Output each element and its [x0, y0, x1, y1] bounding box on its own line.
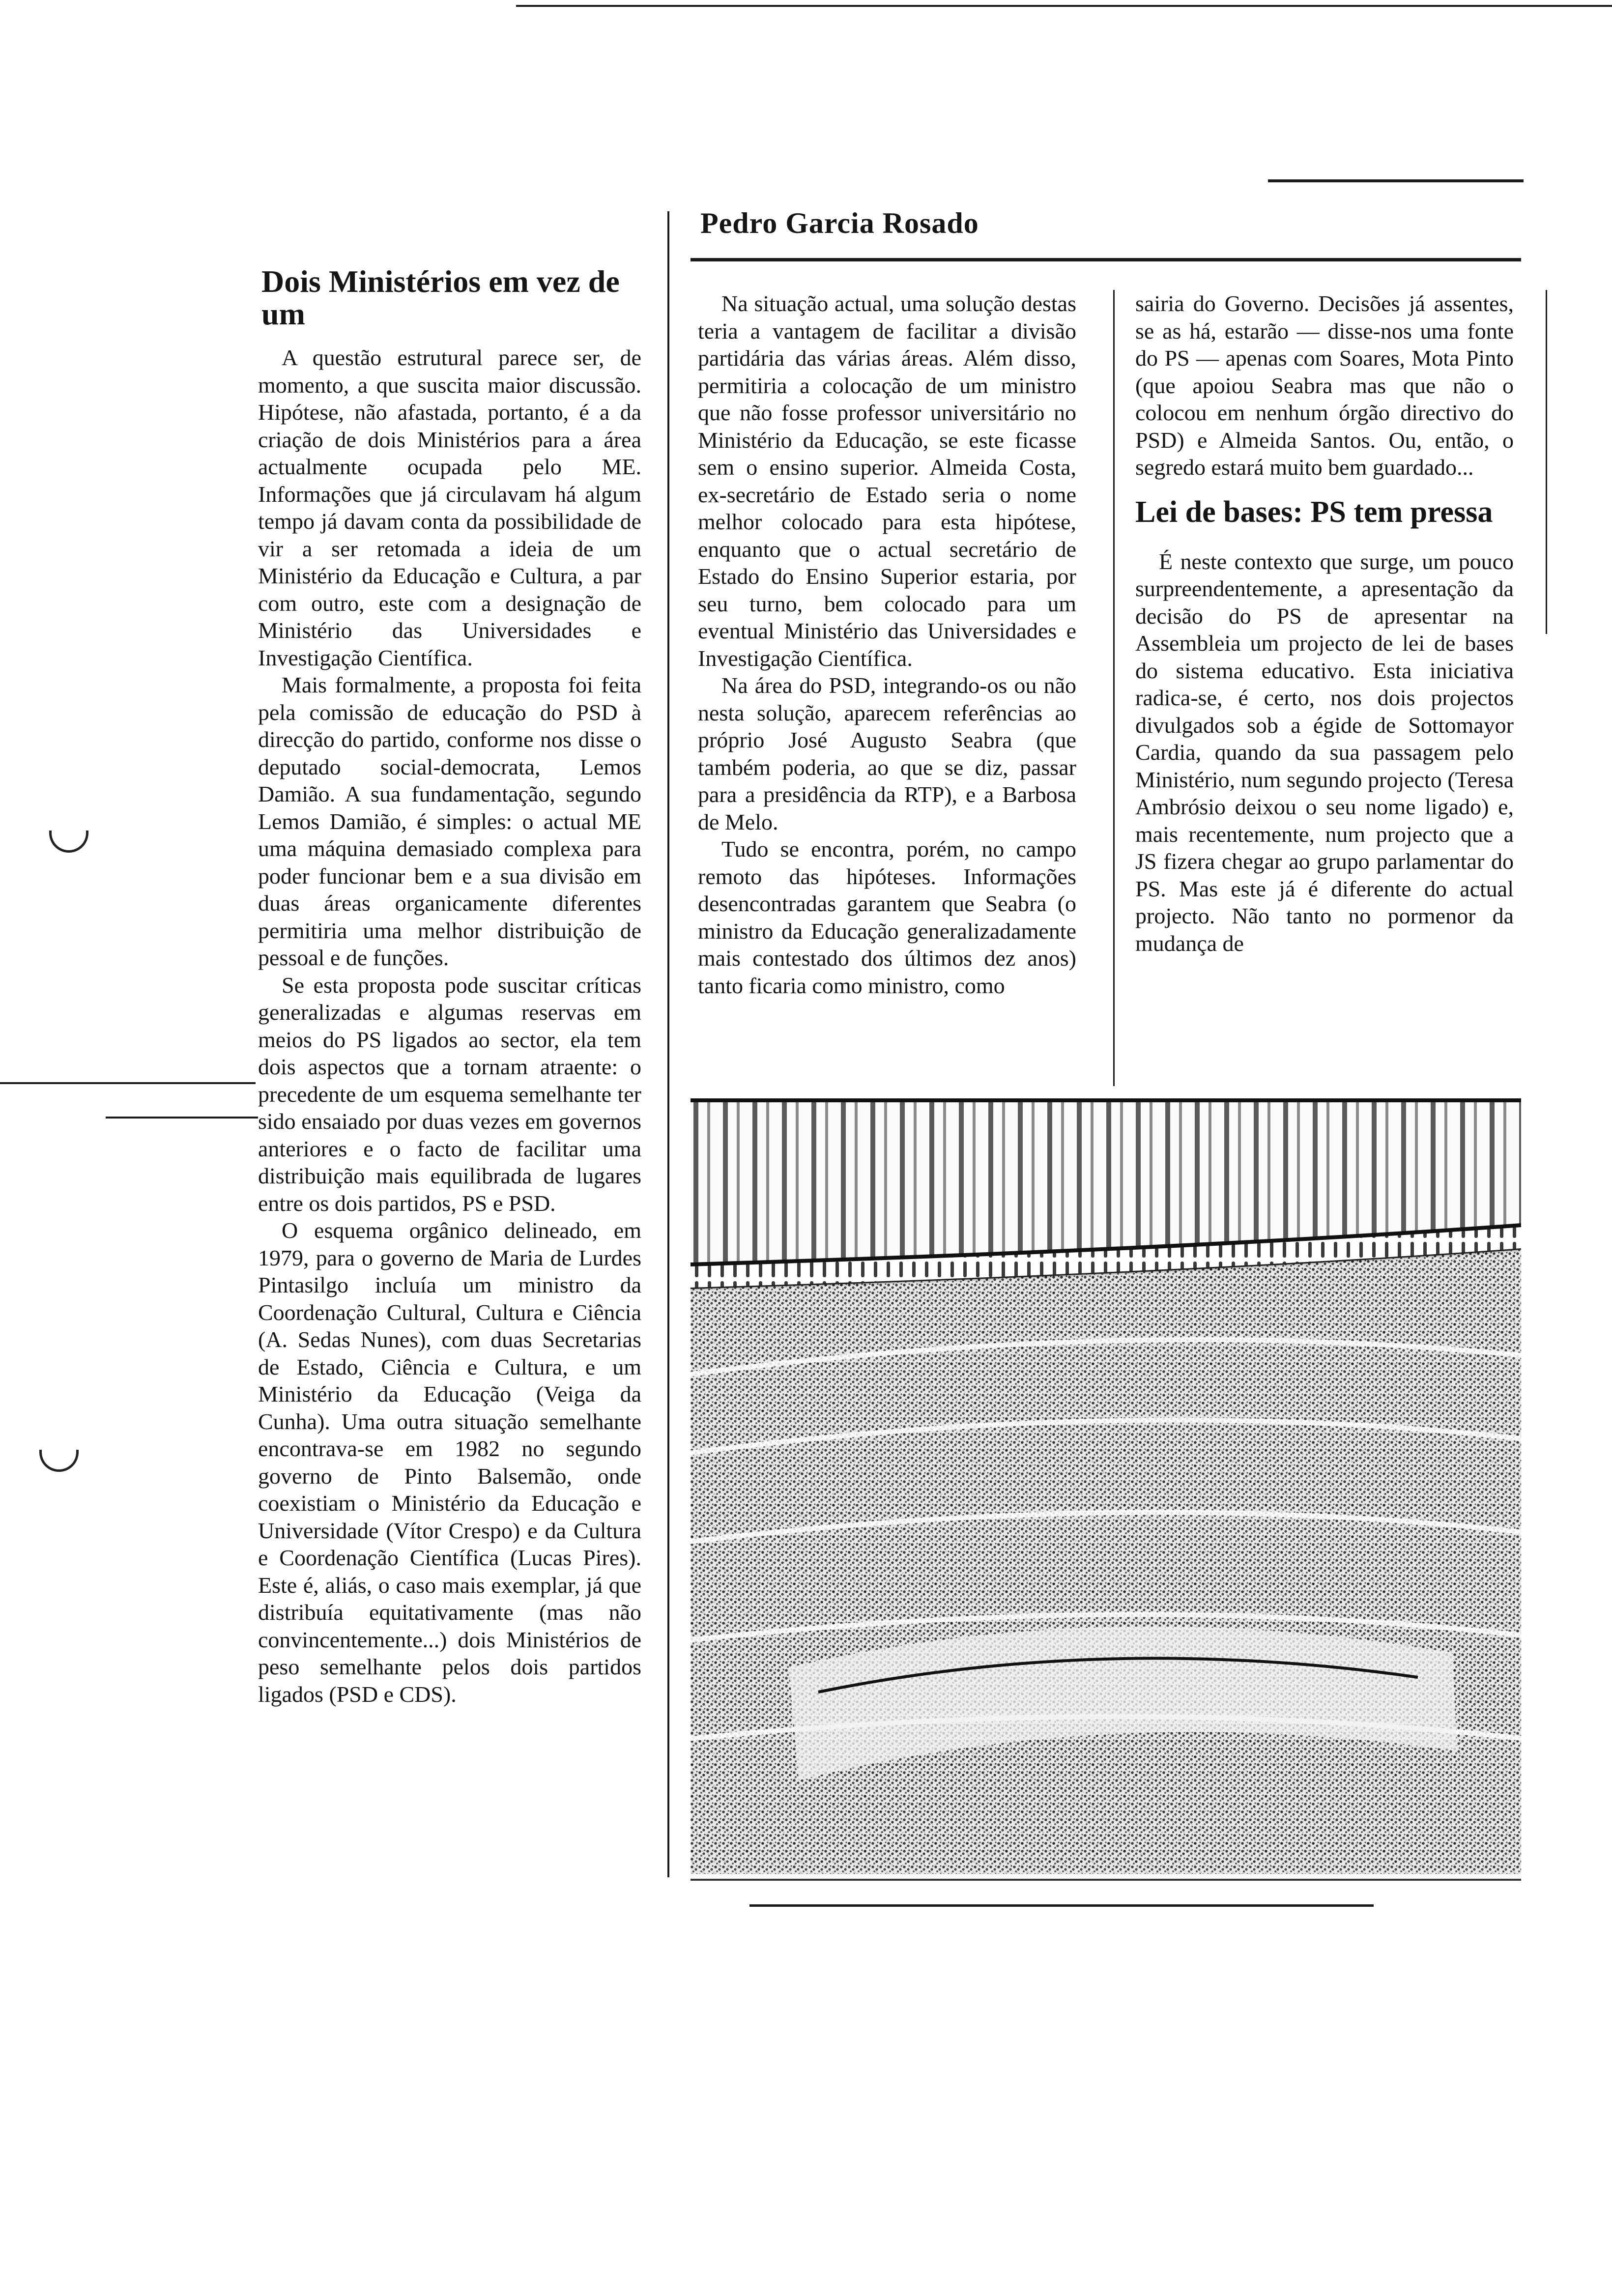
punch-hole-mark-1	[49, 831, 88, 853]
bottom-rule	[749, 1904, 1374, 1907]
paragraph: Tudo se encontra, porém, no campo remoto das hipóteses. Informações desencontradas garantem que Seabra (o ministro da Educação generalizadamente mais contestado dos últimos dez anos) tanto ficaria como ministro, como	[698, 836, 1076, 998]
headline-dois-ministerios: Dois Ministérios em vez de um	[261, 264, 620, 331]
margin-line-2	[106, 1117, 258, 1119]
article-column-2	[698, 290, 1076, 999]
article-column-1	[258, 344, 641, 1708]
headline-lei-de-bases: Lei de bases: PS tem pressa	[1135, 495, 1493, 529]
paragraph: O esquema orgânico delineado, em 1979, para o governo de Maria de Lurdes Pintasilgo incluía um ministro da Coordenação Cultural, Cultura e Ciência (A. Sedas Nunes), com duas Secretarias de Estado, Ciência e Cultura, e um Ministério da Educação (Veiga da Cunha). Uma outra situação semelhante encontrava-se em 1982 no segundo governo de Pinto Balsemão, onde coexistiam o Ministério da Educação e Universidade (Vítor Crespo) e da Cultura e Coordenação Científica (Lucas Pires). Este é, aliás, o caso mais exemplar, já que distribuía equitativamente (mas não convincentemente...) dois Ministérios de peso semelhante pelos dois partidos ligados (PSD e CDS).	[258, 1218, 641, 1707]
margin-line-1	[0, 1082, 256, 1084]
paragraph: Mais formalmente, a proposta foi feita pela comissão de educação do PSD à direcção do partido, conforme nos disse o deputado social-democrata, Lemos Damião. A sua fundamentação, segundo Lemos Damião, é simples: o actual ME uma máquina demasiado complexa para poder funcionar bem e a sua divisão em duas áreas organicamente diferentes permitiria uma melhor distribuição de pessoal e de funções.	[258, 672, 641, 970]
parliament-chamber-photo	[691, 1098, 1521, 1881]
top-border-rule	[516, 5, 1612, 7]
column-divider-left	[667, 211, 669, 1877]
paragraph: É neste contexto que surge, um pouco surpreendentemente, a apresentação da decisão do PS de apresentar na Assembleia um projecto de lei de bases do sistema educativo. Esta iniciativa radica-se, é certo, nos dois projectos divulgados sob a égide de Sottomayor Cardia, quando da sua passagem pelo Ministério, num segundo projecto (Teresa Ambrósio deixou o seu nome ligado) e, mais recentemente, num projecto que a JS fizera chegar ao grupo parlamentar do PS. Mas este já é diferente do actual projecto. Não tanto no pormenor da mudança de	[1135, 548, 1514, 956]
article-column-3	[1135, 290, 1514, 957]
punch-hole-mark-2	[39, 1450, 79, 1472]
paragraph: Se esta proposta pode suscitar críticas generalizadas e algumas reservas em meios do PS ligados ao sector, ela tem dois aspectos que a tornam atraente: o precedente de um esquema semelhante ter sido ensaiado por duas vezes em governos anteriores e o facto de facilitar uma distribuição mais equilibrada de lugares entre os dois partidos, PS e PSD.	[258, 972, 641, 1216]
paragraph: sairia do Governo. Decisões já assentes, se as há, estarão — disse-nos uma fonte do PS — apenas com Soares, Mota Pinto (que apoiou Seabra mas que não o colocou em nenhum órgão directivo do PSD) e Almeida Santos. Ou, então, o segredo estará muito bem guardado...	[1135, 291, 1514, 480]
byline-rule	[691, 258, 1521, 261]
paragraph: A questão estrutural parece ser, de momento, a que suscita maior discussão. Hipótese, não afastada, portanto, é a da criação de dois Ministérios para a área actualmente ocupada pelo ME. Informações que já circulavam há algum tempo já davam conta da possibilidade de vir a ser retomada a ideia de um Ministério da Educação e Cultura, a par com outro, este com a designação de Ministério das Universidades e Investigação Científica.	[258, 345, 641, 670]
paragraph: Na área do PSD, integrando-os ou não nesta solução, aparecem referências ao próprio José Augusto Seabra (que também poderia, ao que se diz, passar para a presidência da RTP), e a Barbosa de Melo.	[698, 673, 1076, 834]
column-divider-middle	[1113, 290, 1115, 1086]
byline: Pedro Garcia Rosado	[700, 207, 979, 239]
paragraph: Na situação actual, uma solução destas teria a vantagem de facilitar a divisão partidária das várias áreas. Além disso, permitiria a colocação de um ministro que não fosse professor universitário no Ministério da Educação, se este ficasse sem o ensino superior. Almeida Costa, ex-secretário de Estado seria o nome melhor colocado para esta hipótese, enquanto que o actual secretário de Estado do Ensino Superior estaria, por seu turno, bem colocado para um eventual Ministério das Universidades e Investigação Científica.	[698, 291, 1076, 671]
top-right-rule	[1268, 179, 1524, 182]
photo-image	[691, 1102, 1521, 1874]
column-divider-right	[1546, 290, 1547, 634]
